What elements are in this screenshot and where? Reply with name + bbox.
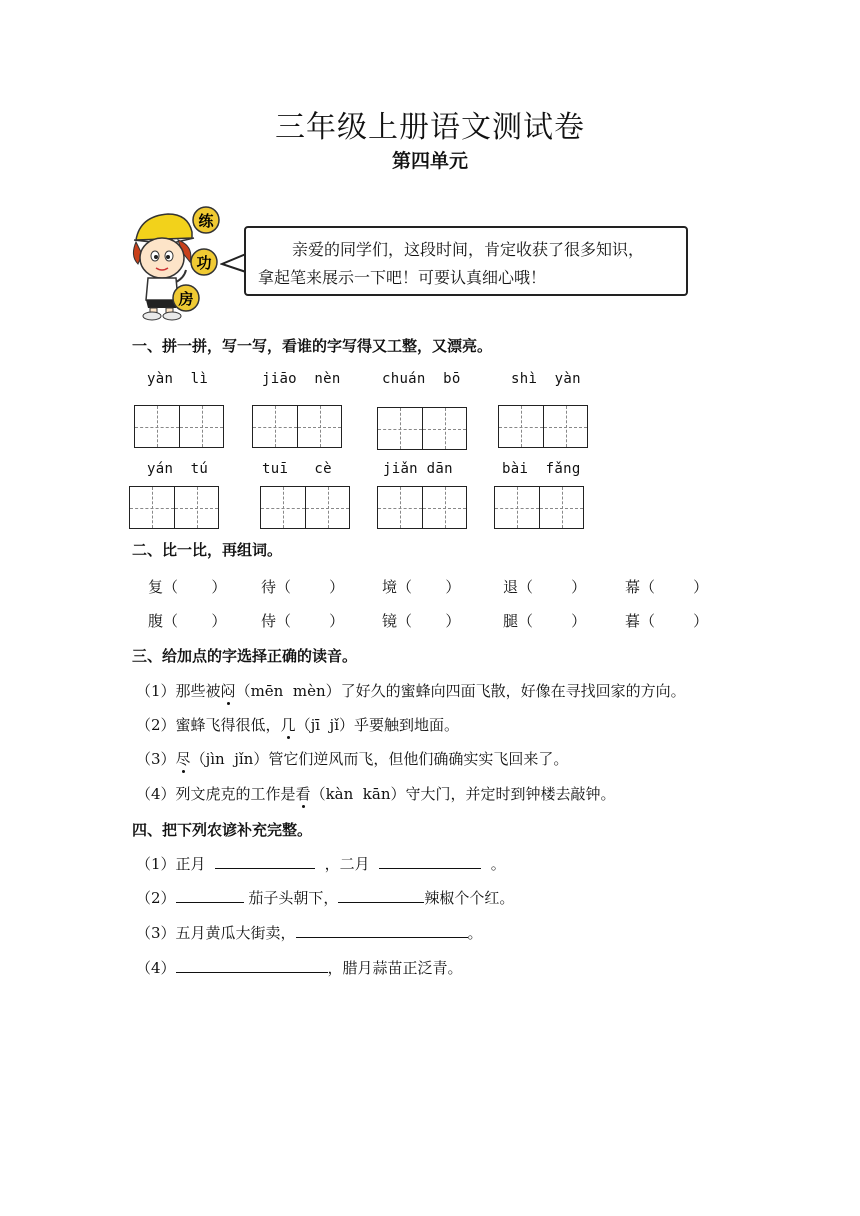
section3-heading: 三、给加点的字选择正确的读音。 [132, 647, 358, 665]
proverb-3: （3）五月黄瓜大街卖， 。 [136, 924, 483, 942]
proverb-4: （4） ，腊月蒜苗正泛青。 [136, 959, 463, 977]
pinyin-jiaonen: jiāo nèn [262, 371, 341, 387]
pinyin-yantu: yán tú [147, 461, 209, 477]
answer-blank[interactable] [215, 854, 315, 869]
answer-blank[interactable] [176, 888, 244, 903]
compare-item[interactable]: 腿（ ） [503, 612, 587, 630]
compare-item[interactable]: 幕（ ） [625, 578, 709, 596]
speech-bubble [244, 226, 688, 296]
compare-item[interactable]: 复（ ） [148, 578, 227, 596]
speech-line-1: 亲爱的同学们，这段时间，肯定收获了很多知识， [292, 240, 645, 259]
pinyin-jiandan: jiǎn dān [383, 461, 453, 477]
writing-box[interactable] [498, 405, 588, 448]
section1-heading: 一、拼一拼，写一写，看谁的字写得又工整，又漂亮。 [132, 337, 493, 355]
section2-heading: 二、比一比，再组词。 [132, 541, 283, 559]
compare-item[interactable]: 退（ ） [503, 578, 587, 596]
compare-item[interactable]: 境（ ） [382, 578, 461, 596]
answer-blank[interactable] [176, 958, 328, 973]
proverb-1: （1）正月 ，二月 。 [136, 855, 506, 873]
dotted-char: 闷 [220, 682, 236, 700]
pinyin-yanli: yàn lì [147, 371, 209, 387]
unit-subtitle: 第四单元 [391, 150, 468, 172]
answer-blank[interactable] [379, 854, 481, 869]
compare-item[interactable]: 侍（ ） [261, 612, 345, 630]
pinyin-baifang: bài fǎng [502, 461, 581, 477]
writing-box[interactable] [377, 486, 467, 529]
compare-item[interactable]: 待（ ） [261, 578, 345, 596]
question-3-2: （2）蜜蜂飞得很低，几（jī jǐ）乎要触到地面。 [136, 716, 459, 734]
compare-item[interactable]: 镜（ ） [382, 612, 461, 630]
proverb-2: （2） 茄子头朝下， 辣椒个个红。 [136, 889, 515, 907]
pinyin-chuanbo: chuán bō [382, 371, 461, 387]
writing-box[interactable] [494, 486, 584, 529]
question-3-4: （4）列文虎克的工作是看（kàn kān）守大门，并定时到钟楼去敲钟。 [136, 785, 616, 803]
question-3-3: （3）尽（jìn jǐn）管它们逆风而飞，但他们确确实实飞回来了。 [136, 750, 569, 768]
badge-fang: 房 [178, 290, 194, 308]
writing-box[interactable] [129, 486, 219, 529]
mascot-illustration [128, 206, 228, 322]
badge-gong: 功 [196, 254, 212, 272]
pinyin-tuice: tuī cè [262, 461, 332, 477]
section4-heading: 四、把下列农谚补充完整。 [132, 821, 313, 839]
speech-line-2: 拿起笔来展示一下吧！可要认真细心哦！ [258, 268, 547, 287]
answer-blank[interactable] [296, 923, 468, 938]
writing-box[interactable] [134, 405, 224, 448]
writing-box[interactable] [260, 486, 350, 529]
badge-lian: 练 [198, 212, 214, 230]
dotted-char: 尽 [175, 750, 191, 768]
answer-blank[interactable] [338, 888, 424, 903]
writing-box[interactable] [252, 405, 342, 448]
question-3-1: （1）那些被闷（mēn mèn）了好久的蜜蜂向四面飞散，好像在寻找回家的方向。 [136, 682, 686, 700]
compare-item[interactable]: 暮（ ） [625, 612, 709, 630]
compare-item[interactable]: 腹（ ） [148, 612, 227, 630]
writing-box[interactable] [377, 407, 467, 450]
dotted-char: 几 [280, 716, 296, 734]
pinyin-shiyan: shì yàn [511, 371, 581, 387]
page-title: 三年级上册语文测试卷 [275, 110, 585, 145]
dotted-char: 看 [295, 785, 311, 803]
